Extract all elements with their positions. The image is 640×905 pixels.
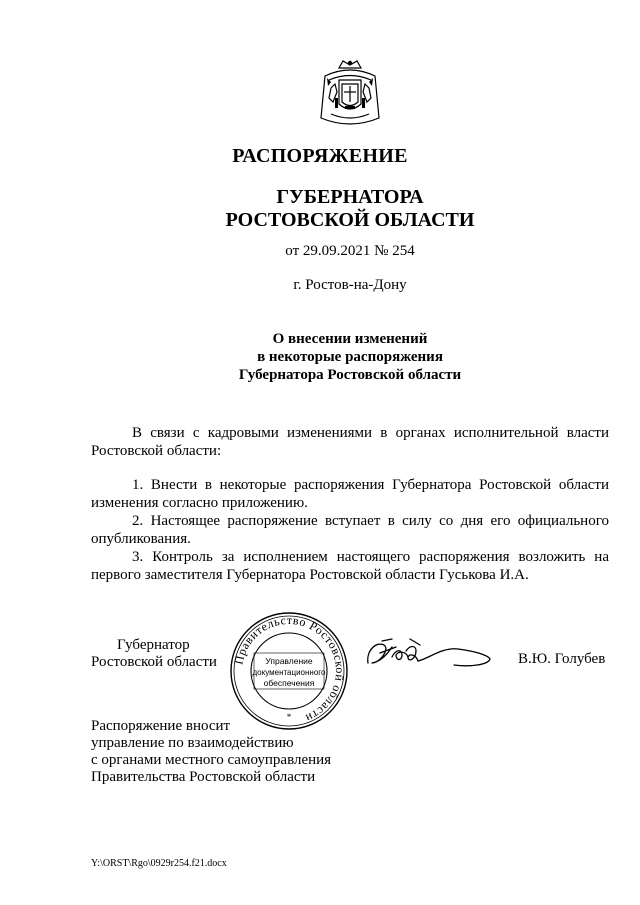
note-line-2: управление по взаимодействию bbox=[91, 735, 294, 751]
signatory-role bbox=[91, 637, 217, 671]
body-intro bbox=[91, 424, 609, 460]
issuer-heading bbox=[0, 186, 640, 232]
issuer-line-1: ГУБЕРНАТОРА bbox=[276, 186, 424, 208]
svg-text:*: * bbox=[286, 712, 292, 722]
issuer-line-2: РОСТОВСКОЙ ОБЛАСТИ bbox=[225, 209, 475, 231]
note-line-1: Распоряжение вносит bbox=[91, 718, 231, 734]
item-2: 2. Настоящее распоряжение вступает в силу со дня его официального опубликования. bbox=[91, 513, 609, 547]
subject-line-1: О внесении изменений bbox=[272, 331, 428, 347]
date-number: от 29.09.2021 № 254 bbox=[285, 243, 415, 259]
submitted-by-note bbox=[91, 718, 331, 786]
stamp-ring-text: Правительство Ростовской области bbox=[231, 612, 348, 726]
stamp-center-line-1: Управление bbox=[265, 656, 313, 666]
item-1: 1. Внести в некоторые распоряжения Губернатора Ростовской области изменения согласно приложению. bbox=[91, 477, 609, 511]
note-line-3: с органами местного самоуправления bbox=[91, 752, 332, 768]
document-subject bbox=[0, 330, 640, 384]
note-line-4: Правительства Ростовской области bbox=[91, 769, 316, 785]
intro-paragraph: В связи с кадровыми изменениями в органах исполнительной власти Ростовской области: bbox=[91, 425, 609, 459]
round-seal-stamp bbox=[228, 610, 350, 732]
subject-line-3: Губернатора Ростовской области bbox=[238, 367, 462, 383]
coat-of-arms-icon bbox=[315, 58, 385, 130]
item-3: 3. Контроль за исполнением настоящего распоряжения возложить на первого заместителя Губернатора Ростовской области Гуськова И.А. bbox=[91, 549, 609, 583]
role-line-1: Губернатор bbox=[117, 637, 190, 653]
signatory-name: В.Ю. Голубев bbox=[518, 651, 606, 667]
handwritten-signature bbox=[362, 633, 494, 679]
body-items bbox=[91, 476, 609, 584]
stamp-center-line-3: обеспечения bbox=[263, 678, 315, 688]
document-type-heading: РАСПОРЯЖЕНИЕ bbox=[232, 145, 408, 167]
role-line-2: Ростовской области bbox=[91, 654, 217, 670]
subject-line-2: в некоторые распоряжения bbox=[257, 349, 443, 365]
file-path: Y:\ORST\Rgo\0929r254.f21.docx bbox=[91, 858, 227, 869]
stamp-center-line-2: документационного bbox=[252, 668, 326, 677]
city: г. Ростов-на-Дону bbox=[293, 277, 407, 293]
